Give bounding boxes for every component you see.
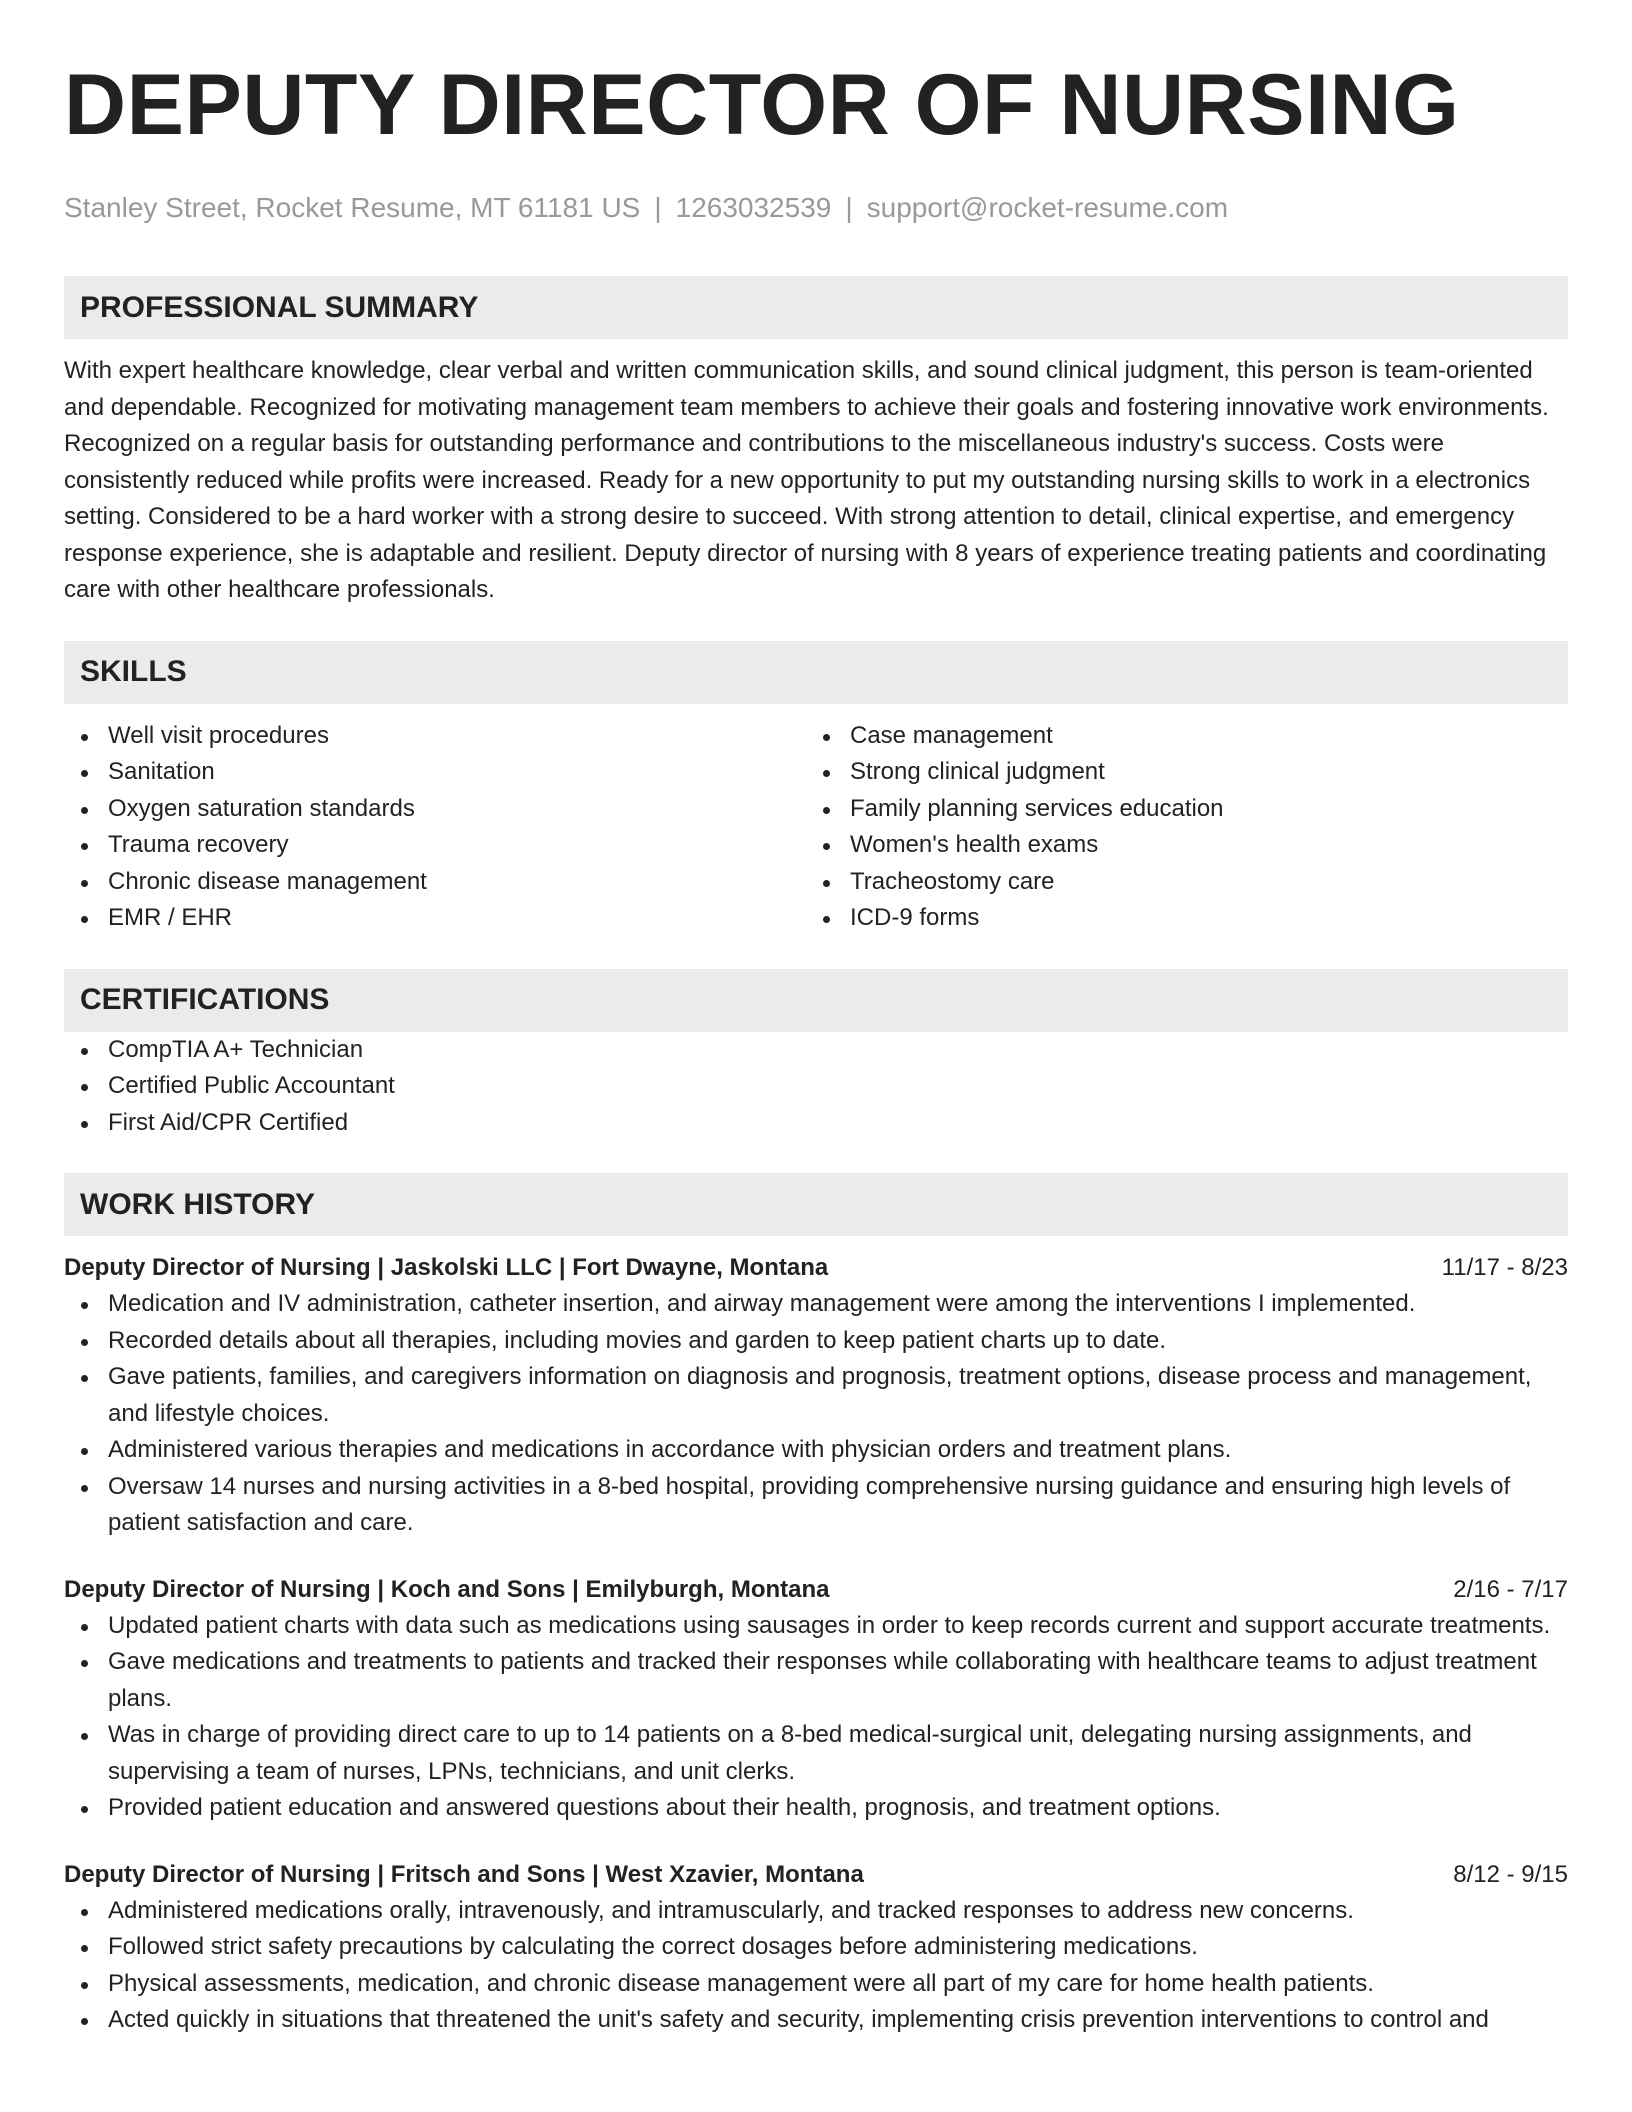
- section-heading-skills: SKILLS: [64, 641, 1568, 704]
- job-bullet: Gave medications and treatments to patients and tracked their responses while collaborating with healthcare teams to adjust treatment plans.: [64, 1644, 1568, 1717]
- certifications-list: [64, 1032, 1568, 1142]
- job-header: [64, 1857, 1568, 1893]
- skill-item: Strong clinical judgment: [806, 754, 1548, 791]
- candidate-name: DEPUTY DIRECTOR OF NURSING: [64, 57, 1460, 153]
- job-entry: [64, 1572, 1568, 1827]
- job-bullet-list: [64, 1893, 1568, 2039]
- skills-column-left: [64, 718, 806, 937]
- job-header: [64, 1250, 1568, 1286]
- skill-item: Family planning services education: [806, 791, 1548, 828]
- skill-item: Chronic disease management: [64, 864, 806, 901]
- skill-item: ICD-9 forms: [806, 900, 1548, 937]
- skill-item: EMR / EHR: [64, 900, 806, 937]
- contact-address: Stanley Street, Rocket Resume, MT 61181 US: [64, 192, 641, 223]
- section-heading-certifications: CERTIFICATIONS: [64, 969, 1568, 1032]
- section-heading-work-history: WORK HISTORY: [64, 1173, 1568, 1236]
- job-bullet: Followed strict safety precautions by calculating the correct dosages before administering medications.: [64, 1929, 1568, 1966]
- job-title: Deputy Director of Nursing | Jaskolski LLC | Fort Dwayne, Montana: [64, 1254, 829, 1281]
- job-bullet: Oversaw 14 nurses and nursing activities in a 8-bed hospital, providing comprehensive nursing guidance and ensuring high levels of patient satisfaction and care.: [64, 1469, 1568, 1542]
- job-bullet-list: [64, 1608, 1568, 1827]
- certification-item: Certified Public Accountant: [64, 1068, 1568, 1105]
- job-dates: 8/12 - 9/15: [1453, 1860, 1568, 1888]
- skill-item: Sanitation: [64, 754, 806, 791]
- contact-phone: 1263032539: [675, 192, 832, 223]
- section-heading-professional-summary: PROFESSIONAL SUMMARY: [64, 276, 1568, 339]
- summary-paragraph: With expert healthcare knowledge, clear verbal and written communication skills, and sound clinical judgment, this person is team-oriented and dependable. Recognized for motivating management team members to achieve their goals and fostering innovative work environments. Recognized on a regular basis for outstanding performance and contributions to the miscellaneous industry's success. Costs were consistently reduced while profits were increased. Ready for a new opportunity to put my outstanding nursing skills to work in a electronics setting. Considered to be a hard worker with a strong desire to succeed. With strong attention to detail, clinical expertise, and emergency response experience, she is adaptable and resilient. Deputy director of nursing with 8 years of experience treating patients and coordinating care with other healthcare professionals.: [64, 357, 1549, 603]
- contact-email: support@rocket-resume.com: [866, 192, 1229, 223]
- job-bullet: Medication and IV administration, catheter insertion, and airway management were among the interventions I implemented.: [64, 1286, 1568, 1323]
- skill-item: Well visit procedures: [64, 718, 806, 755]
- skills-list-left: [64, 718, 806, 937]
- job-bullet-list: [64, 1286, 1568, 1542]
- job-header: [64, 1572, 1568, 1608]
- certification-item: CompTIA A+ Technician: [64, 1032, 1568, 1069]
- job-entry: [64, 1250, 1568, 1542]
- certification-item: First Aid/CPR Certified: [64, 1105, 1568, 1142]
- job-bullet: Gave patients, families, and caregivers information on diagnosis and prognosis, treatment options, disease process and management, and lifestyle choices.: [64, 1359, 1568, 1432]
- job-bullet: Provided patient education and answered questions about their health, prognosis, and treatment options.: [64, 1790, 1568, 1827]
- job-title: Deputy Director of Nursing | Fritsch and Sons | West Xzavier, Montana: [64, 1860, 864, 1888]
- skill-item: Case management: [806, 718, 1548, 755]
- job-bullet: Updated patient charts with data such as medications using sausages in order to keep records current and support accurate treatments.: [64, 1608, 1568, 1645]
- job-bullet: Acted quickly in situations that threatened the unit's safety and security, implementing crisis prevention interventions to control and: [64, 2002, 1568, 2039]
- contact-separator: |: [654, 192, 662, 223]
- job-dates: 2/16 - 7/17: [1453, 1575, 1568, 1603]
- skill-item: Trauma recovery: [64, 827, 806, 864]
- job-bullet: Recorded details about all therapies, including movies and garden to keep patient charts up to date.: [64, 1323, 1568, 1360]
- job-title: Deputy Director of Nursing | Koch and Sons | Emilyburgh, Montana: [64, 1575, 830, 1603]
- job-bullet: Was in charge of providing direct care to up to 14 patients on a 8-bed medical-surgical unit, delegating nursing assignments, and supervising a team of nurses, LPNs, technicians, and unit clerks.: [64, 1717, 1568, 1790]
- job-entry: [64, 1857, 1568, 2039]
- skills-grid: [64, 718, 1568, 937]
- contact-separator: |: [845, 192, 853, 223]
- skill-item: Women's health exams: [806, 827, 1548, 864]
- job-bullet: Physical assessments, medication, and chronic disease management were all part of my care for home health patients.: [64, 1966, 1568, 2003]
- skills-column-right: [806, 718, 1548, 937]
- skill-item: Oxygen saturation standards: [64, 791, 806, 828]
- skills-list-right: [806, 718, 1548, 937]
- job-bullet: Administered medications orally, intravenously, and intramuscularly, and tracked responses to address new concerns.: [64, 1893, 1568, 1930]
- job-bullet: Administered various therapies and medications in accordance with physician orders and treatment plans.: [64, 1432, 1568, 1469]
- contact-line: [64, 190, 1568, 226]
- skill-item: Tracheostomy care: [806, 864, 1548, 901]
- job-dates: 11/17 - 8/23: [1441, 1254, 1568, 1281]
